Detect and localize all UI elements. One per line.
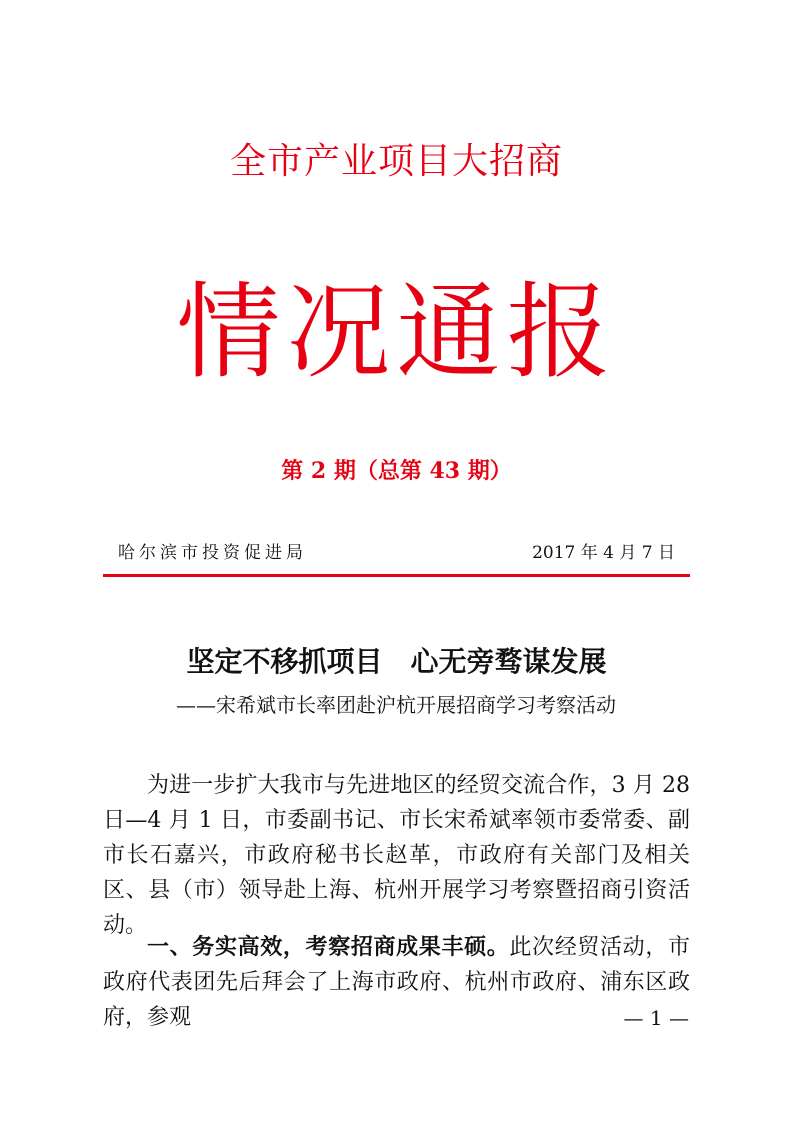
page-number: — 1 — <box>623 1006 689 1030</box>
issuer-name: 哈尔滨市投资促进局 <box>118 543 307 563</box>
article-subtitle: ——宋希斌市长率团赴沪杭开展招商学习考察活动 <box>176 693 616 717</box>
body-paragraph-1: 为进一步扩大我市与先进地区的经贸交流合作，3 月 28 日—4 月 1 日，市委副书记、市长宋希斌率领市委常委、副市长石嘉兴，市政府秘书长赵革，市政府有关部门及相关区、县（市）领导赴上海、杭州开展学习考察暨招商引资活动。 <box>103 773 690 938</box>
section-body-text: 此次经贸活动，市政府代表团先后拜会了上海市政府、杭州市政府、浦东区政府，参观 <box>103 935 690 1030</box>
article-title: 坚定不移抓项目 心无旁骛谋发展 <box>186 645 607 678</box>
body-paragraph-2 <box>103 930 690 1035</box>
header-main-title: 情况通报 <box>176 271 617 393</box>
issue-date: 2017 年 4 月 7 日 <box>532 543 675 563</box>
header-divider-rule <box>103 574 690 577</box>
issue-number: 第 2 期（总第 43 期） <box>281 458 512 484</box>
header-series-title: 全市产业项目大招商 <box>229 141 563 182</box>
section-heading-lead: 一、务实高效，考察招商成果丰硕。 <box>147 935 510 960</box>
